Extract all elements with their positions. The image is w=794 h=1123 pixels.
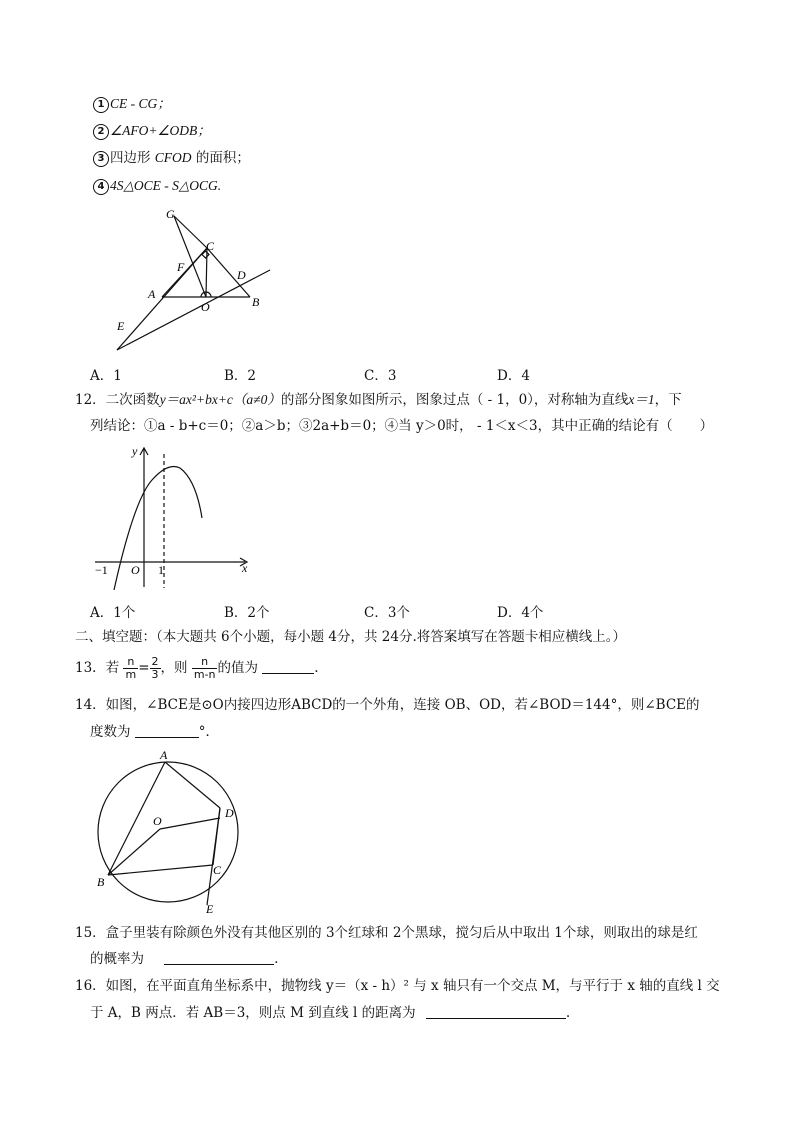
q15-stem-line2: 的概率为 ． xyxy=(90,951,288,967)
q13-answer-blank[interactable] xyxy=(262,659,314,674)
label-c: C xyxy=(213,863,222,877)
fraction-n-over-m: $\frac{n}{m}$ xyxy=(125,655,137,681)
q12-stem-line1: 12．二次函数y＝ax²+bx+c（a≠0）的部分图象如图所示，图象过点（ - 1，0），对称轴为直线x＝1，下 xyxy=(75,392,682,408)
label-y: y xyxy=(132,444,138,458)
label-g: G xyxy=(166,207,175,221)
q15-answer-blank[interactable] xyxy=(164,950,274,965)
label-d: D xyxy=(225,806,234,820)
q11-triangle-figure xyxy=(100,200,290,360)
label-a: A xyxy=(148,287,156,301)
fraction-n-over-m-minus-n: $\frac{n}{m-n}$ xyxy=(193,655,216,681)
line-ec xyxy=(117,248,207,350)
segment-go xyxy=(174,216,206,297)
q16-stem-line1: 16．如图，在平面直角坐标系中，抛物线 y＝（x - h）² 与 x 轴只有一个交点 M，与平行于 x 轴的直线 l 交 xyxy=(75,978,720,994)
circled-number: 4 xyxy=(93,179,109,195)
q11-item-2: 2 ∠AFO+∠ODB； xyxy=(93,121,211,141)
q11-option-d[interactable]: D．4 xyxy=(497,368,530,384)
q11-option-c[interactable]: C．3 xyxy=(364,368,397,384)
circled-number: 3 xyxy=(93,151,109,167)
radius-ob xyxy=(108,829,160,875)
q12-option-c[interactable]: C．3个 xyxy=(364,605,410,621)
q15-stem-line1: 15．盒子里装有除颜色外没有其他区别的 3个红球和 2个黑球，搅匀后从中取出 1个球，则取出的球是红 xyxy=(75,925,698,941)
q12-parabola-graph xyxy=(90,440,255,590)
q12-option-d[interactable]: D．4个 xyxy=(497,605,544,621)
q12-stem-line2: 列结论：①a - b+c＝0；②a＞b；③2a+b＝0；④当 y＞0时， - 1＜x＜3，其中正确的结论有（ ） xyxy=(90,418,714,434)
label-e: E xyxy=(206,902,214,916)
q12-option-b[interactable]: B．2个 xyxy=(224,605,270,621)
fraction-2-over-3: $\frac{2}{3}$ xyxy=(151,655,159,681)
radius-od xyxy=(160,818,220,829)
circled-number: 1 xyxy=(93,97,109,113)
line-de xyxy=(207,808,220,905)
label-b: B xyxy=(97,875,105,889)
label-x: x xyxy=(242,561,248,575)
q14-stem-line1: 14．如图，∠BCE是⊙O内接四边形ABCD的一个外角，连接 OB、OD，若∠BOD＝144°，则∠BCE的 xyxy=(75,697,700,713)
label-c: C xyxy=(206,239,215,253)
label-o: O xyxy=(201,300,210,314)
segment-co xyxy=(206,248,207,297)
q14-circle-figure xyxy=(90,745,250,920)
q12-option-a[interactable]: A．1个 xyxy=(90,605,136,621)
label-origin: O xyxy=(131,563,140,577)
q14-stem-line2: 度数为 °． xyxy=(90,724,220,740)
q16-answer-blank[interactable] xyxy=(426,1004,566,1019)
q11-option-b[interactable]: B．2 xyxy=(224,368,257,384)
q16-stem-line2: 于 A，B 两点．若 AB＝3，则点 M 到直线 l 的距离为 . xyxy=(90,1005,571,1021)
q11-item-4: 4 4S△OCE - S△OCG. xyxy=(93,176,221,196)
section-heading-fill-in: 二、填空题：（本大题共 6个小题，每小题 4分，共 24分.将答案填写在答题卡相应横线上。） xyxy=(75,629,627,645)
chord-ad xyxy=(165,762,220,808)
label-d: D xyxy=(237,268,246,282)
q13-stem: 13．若 $\frac{n}{m}$ = $\frac{2}{3}$ ，则 $\frac{n}{m-n}$ 的值为 . xyxy=(75,655,319,681)
q11-item-3: 3 四边形 CFOD 的面积； xyxy=(93,148,250,168)
q11-item-1: 1 CE - CG； xyxy=(93,94,171,114)
circled-number: 2 xyxy=(93,124,109,140)
segment-gc xyxy=(174,216,207,248)
label-b: B xyxy=(252,295,260,309)
q11-option-a[interactable]: A．1 xyxy=(90,368,122,384)
label-neg1: −1 xyxy=(95,563,108,577)
label-o: O xyxy=(153,814,162,828)
label-e: E xyxy=(117,319,125,333)
q14-answer-blank[interactable] xyxy=(135,723,199,738)
label-f: F xyxy=(177,260,185,274)
label-one: 1 xyxy=(158,563,164,577)
chord-bc xyxy=(108,865,213,875)
label-a: A xyxy=(160,748,168,762)
line-ed xyxy=(117,270,270,350)
